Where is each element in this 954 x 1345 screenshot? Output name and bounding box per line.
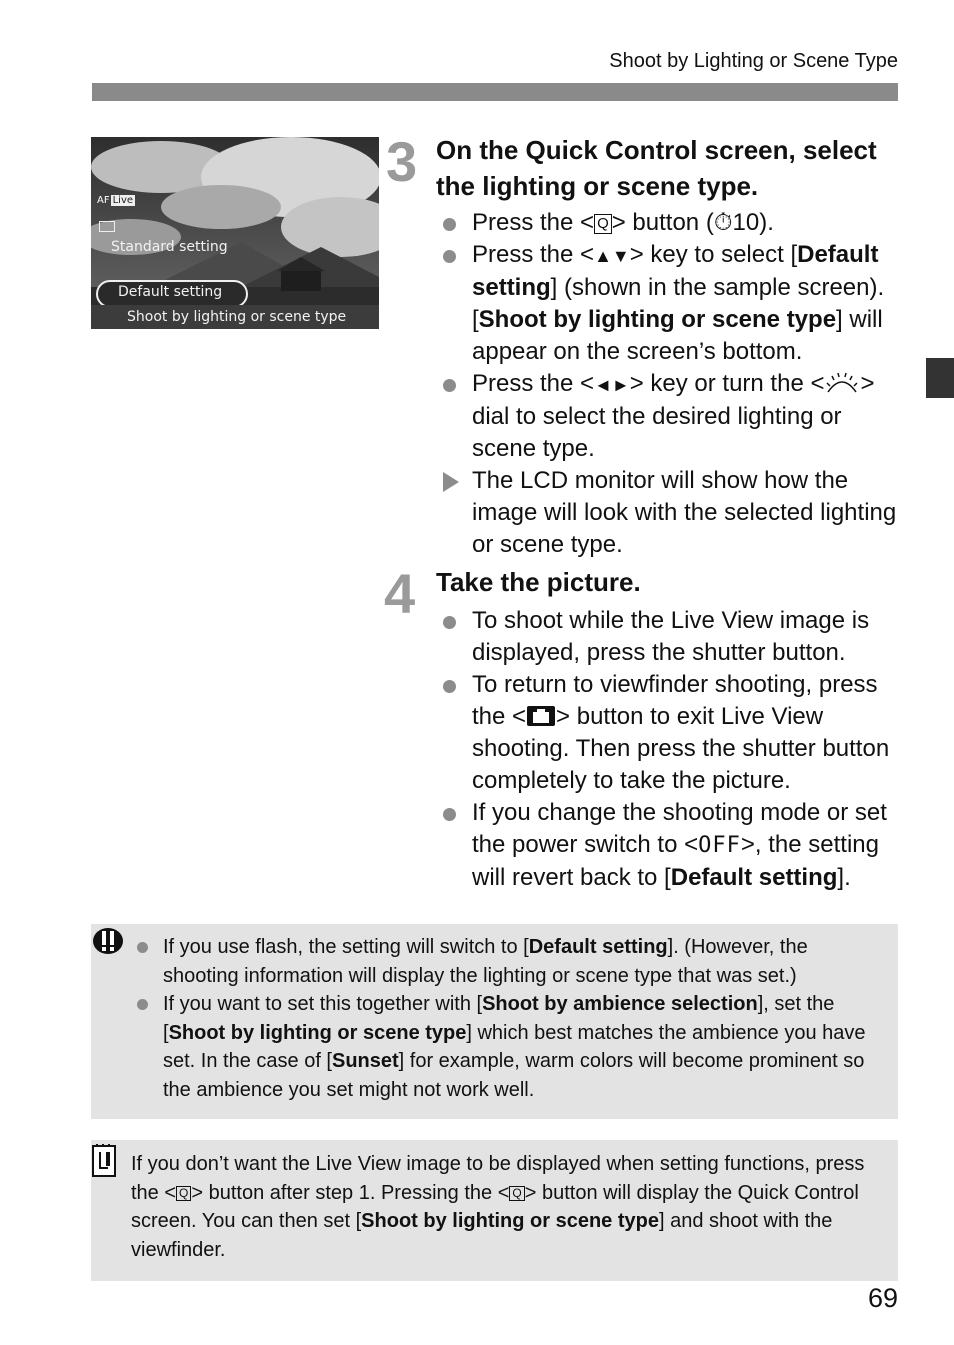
bullet-icon bbox=[443, 808, 456, 821]
list-item: Press the <◄►> key or turn the < > dial to select the desired lighting or scene type. bbox=[436, 368, 902, 465]
list-item: To return to viewfinder shooting, press the < > button to exit Live View shooting. Then press the shutter button completely to take the picture. bbox=[436, 669, 902, 797]
timer-ref-icon: ⏱10 bbox=[713, 209, 760, 236]
running-header: Shoot by Lighting or Scene Type bbox=[609, 50, 898, 72]
live-view-button-icon bbox=[526, 705, 556, 727]
bullet-icon bbox=[137, 999, 148, 1010]
list-item: Press the < Q > button (⏱10). bbox=[436, 207, 902, 239]
header-bar bbox=[92, 83, 898, 101]
af-label: AF bbox=[97, 195, 110, 206]
live-label: Live bbox=[112, 195, 134, 206]
memo-icon bbox=[91, 1144, 117, 1178]
bullet-icon bbox=[137, 942, 148, 953]
bullet-icon bbox=[443, 616, 456, 629]
list-item: If you change the shooting mode or set the power switch to <OFF>, the setting will revert back to [Default setting]. bbox=[436, 797, 902, 894]
chapter-tab bbox=[926, 358, 954, 398]
list-item: The LCD monitor will show how the image will look with the selected lighting or scene type. bbox=[436, 465, 902, 561]
up-down-key-icon: ▲▼ bbox=[594, 246, 630, 266]
aspect-icon bbox=[99, 221, 115, 232]
off-switch-label: OFF bbox=[698, 833, 741, 858]
memo-text: If you don’t want the Live View image to be displayed when setting functions, press the < Q > button after step 1. Pressing the < Q > button will display the Quick Control screen. You can then set [Shoot by lighting or scene type] and shoot with the viewfinder. bbox=[131, 1153, 865, 1261]
caution-icon bbox=[91, 926, 125, 956]
q-button-icon: Q bbox=[176, 1186, 191, 1201]
bullet-icon bbox=[443, 250, 456, 263]
default-setting-label: Default setting bbox=[118, 284, 223, 300]
caution-item: If you use flash, the setting will switch to [Default setting]. (However, the shooting information will display the lighting or scene type that was set.) bbox=[137, 933, 887, 990]
standard-setting-label: Standard setting bbox=[111, 239, 228, 255]
memo-box bbox=[91, 1140, 898, 1281]
bullet-icon bbox=[443, 379, 456, 392]
q-button-icon: Q bbox=[509, 1186, 524, 1201]
caution-item: If you want to set this together with [Shoot by ambience selection], set the [Shoot by lighting or scene type] which best matches the ambience you have set. In the case of [Sunset] for example, warm colors will become prominent so the ambience you set might not work well. bbox=[137, 990, 887, 1104]
step-3-list bbox=[436, 207, 902, 561]
bottom-label: Shoot by lighting or scene type bbox=[127, 309, 347, 325]
af-live-indicator bbox=[97, 195, 135, 206]
step-4-list bbox=[436, 605, 902, 894]
step-number-3: 3 bbox=[386, 130, 418, 193]
dial-icon bbox=[824, 370, 860, 394]
step-4-title: Take the picture. bbox=[436, 567, 641, 597]
step-3-title: On the Quick Control screen, select the lighting or scene type. bbox=[436, 135, 877, 201]
bullet-icon bbox=[443, 218, 456, 231]
bullet-icon bbox=[443, 680, 456, 693]
lcd-sample-screen bbox=[91, 137, 379, 329]
q-button-icon: Q bbox=[594, 214, 612, 234]
caution-box bbox=[91, 924, 898, 1119]
result-arrow-icon bbox=[443, 472, 459, 492]
list-item: Press the <▲▼> key to select [Default setting] (shown in the sample screen). [Shoot by lighting or scene type] will appear on the screen’s bottom. bbox=[436, 239, 902, 368]
left-right-key-icon: ◄► bbox=[594, 375, 630, 395]
step-number-4: 4 bbox=[384, 562, 416, 625]
page-number: 69 bbox=[867, 1283, 898, 1313]
list-item: To shoot while the Live View image is displayed, press the shutter button. bbox=[436, 605, 902, 669]
